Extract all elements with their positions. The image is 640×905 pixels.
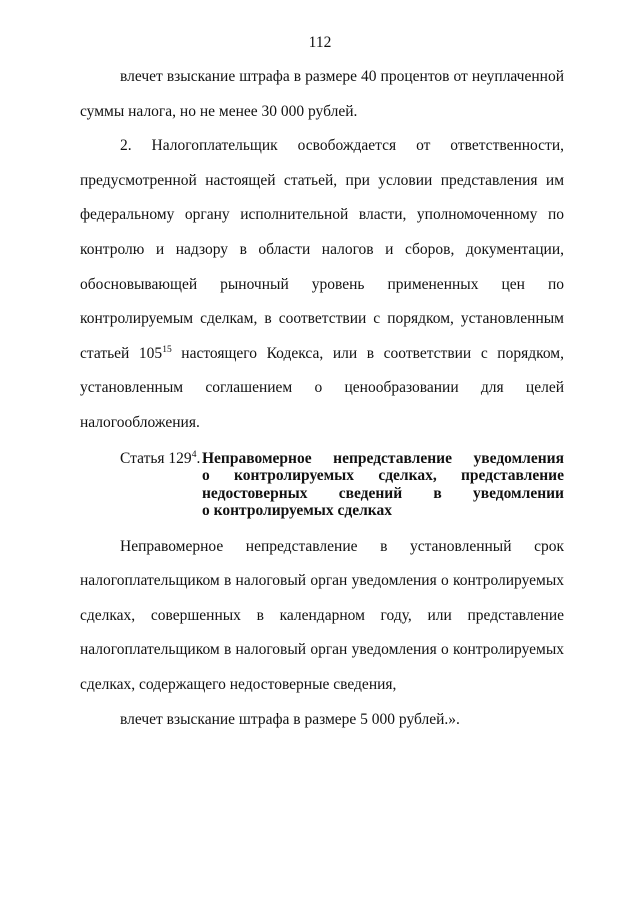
article-label-text: Статья 129 xyxy=(120,449,192,467)
text-line: суммы налога, но не менее 30 000 рублей. xyxy=(80,102,358,120)
document-body xyxy=(80,60,564,737)
article-title xyxy=(202,450,564,520)
article-heading xyxy=(80,450,564,520)
title-line: Неправомерное непредставление уведомления xyxy=(202,449,564,467)
page-number: 112 xyxy=(308,34,332,51)
text-segment: статьей 105 xyxy=(80,344,163,362)
title-line: о контролируемых сделках, представление xyxy=(202,467,564,485)
title-line: о контролируемых сделках xyxy=(202,502,392,520)
superscript: 15 xyxy=(162,344,172,355)
text-line-with-footnote xyxy=(80,337,564,372)
text-line: Неправомерное непредставление в установленный срок xyxy=(120,537,564,555)
title-line: недостоверных сведений в уведомлении xyxy=(202,484,564,502)
text-line: контролю и надзору в области налогов и сборов, документации, xyxy=(80,240,564,258)
text-segment: настоящего Кодекса, или в соответствии с порядком, xyxy=(171,344,564,362)
text-line: налогоплательщиком в налоговый орган уведомления о контролируемых xyxy=(80,572,564,590)
superscript: 4 xyxy=(191,449,197,460)
text-line: обосновывающей рыночный уровень примененных цен по xyxy=(80,275,564,293)
text-line: налогоплательщиком в налоговый орган уведомления о контролируемых xyxy=(80,641,564,659)
text-line: установленным соглашением о ценообразовании для целей xyxy=(80,379,564,397)
text-line: сделках, совершенных в календарном году, или представление xyxy=(80,606,564,624)
text-line: влечет взыскание штрафа в размере 40 процентов от неуплаченной xyxy=(120,68,564,85)
text-line: контролируемым сделкам, в соответствии с порядком, установленным xyxy=(80,310,564,328)
text-line: федеральному органу исполнительной власти, уполномоченному по xyxy=(80,206,564,224)
text-line: 2. Налогоплательщик освобождается от ответственности, xyxy=(120,137,564,155)
text-line: налогообложения. xyxy=(80,413,200,431)
text-line: сделках, содержащего недостоверные сведения, xyxy=(80,675,397,693)
text-line: влечет взыскание штрафа в размере 5 000 рублей.». xyxy=(120,710,460,728)
article-label-dot: . xyxy=(196,449,201,467)
text-line: предусмотренной настоящей статьей, при условии представления им xyxy=(80,171,564,189)
article-label xyxy=(80,450,202,520)
